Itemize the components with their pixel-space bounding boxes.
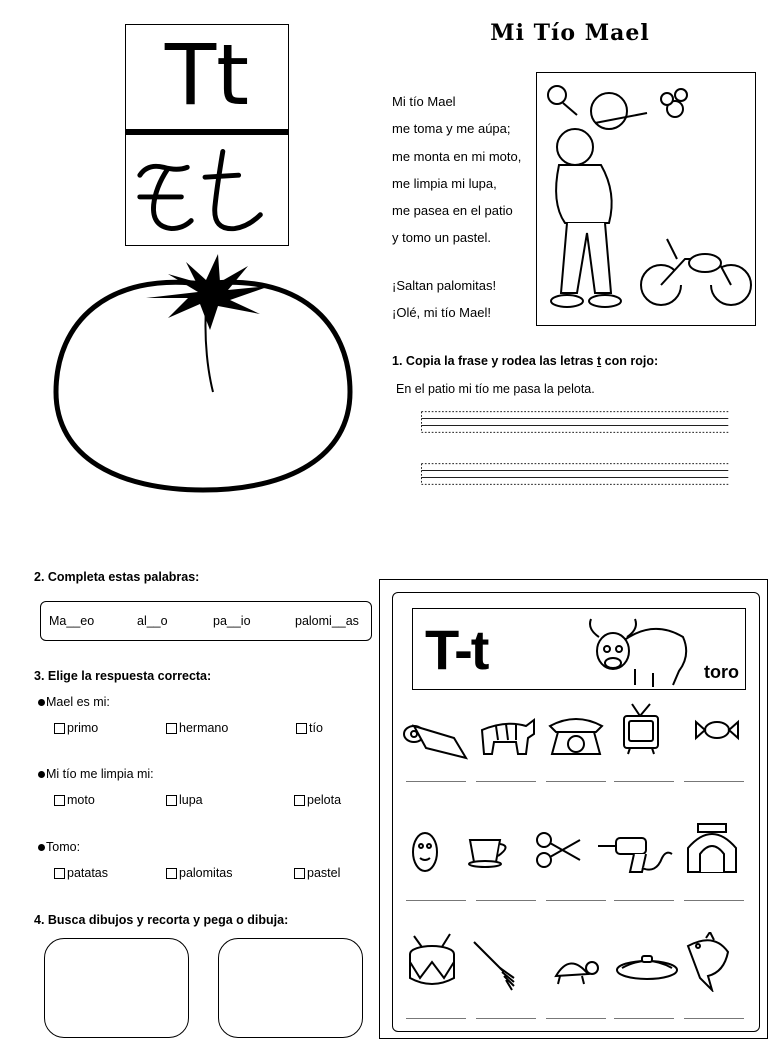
answer-line[interactable]: [684, 781, 744, 782]
banner-word: toro: [704, 662, 739, 682]
checkbox-icon[interactable]: [294, 795, 305, 806]
answer-line[interactable]: [406, 900, 466, 901]
option-checkbox[interactable]: palomitas: [166, 866, 233, 880]
answer-line[interactable]: [406, 781, 466, 782]
option-checkbox[interactable]: lupa: [166, 793, 203, 807]
tiger-icon: [476, 712, 538, 758]
checkbox-icon[interactable]: [294, 868, 305, 879]
poem-line: me toma y me aúpa;: [392, 121, 511, 137]
poem-title: Mi Tío Mael: [490, 20, 650, 46]
poem-line: Mi tío Mael: [392, 94, 456, 109]
word-to-complete[interactable]: Ma__eo: [49, 614, 95, 628]
answer-line[interactable]: [614, 900, 674, 901]
exercise-1-number: 1.: [392, 354, 403, 368]
writing-line[interactable]: [394, 410, 754, 434]
tunnel-icon: [684, 820, 740, 876]
question: Mael es mi:: [38, 695, 110, 709]
option-checkbox[interactable]: hermano: [166, 721, 228, 735]
checkbox-icon[interactable]: [54, 723, 65, 734]
exercise-1-sentence: En el patio mi tío me pasa la pelota.: [396, 382, 595, 396]
poem-line: me limpia mi lupa,: [392, 175, 497, 191]
answer-line[interactable]: [546, 1018, 606, 1019]
bullet-icon: [38, 844, 45, 851]
answer-line[interactable]: [476, 900, 536, 901]
checkbox-icon[interactable]: [166, 795, 177, 806]
letter-card: [125, 24, 289, 246]
letter-divider: [126, 129, 288, 135]
egg-icon: [410, 830, 440, 874]
banner-letters: T-t: [425, 618, 488, 681]
answer-line[interactable]: [406, 1018, 466, 1019]
candy-icon: [694, 718, 740, 742]
poem-line: ¡Olé, mi tío Mael!: [392, 305, 491, 321]
worksheet-banner: [412, 608, 746, 690]
answer-line[interactable]: [684, 1018, 744, 1019]
answer-line[interactable]: [476, 781, 536, 782]
drill-icon: [596, 828, 674, 878]
answer-line[interactable]: [684, 900, 744, 901]
answer-line[interactable]: [546, 781, 606, 782]
answer-line[interactable]: [614, 781, 674, 782]
question: Mi tío me limpia mi:: [38, 767, 154, 781]
television-icon: [620, 702, 662, 756]
tomato-icon: [48, 252, 358, 498]
word-to-complete[interactable]: al__o: [137, 614, 168, 628]
checkbox-icon[interactable]: [54, 868, 65, 879]
words-box: [40, 601, 372, 641]
option-checkbox[interactable]: tío: [296, 721, 323, 735]
letter-script-glyph: [126, 137, 288, 245]
poem-text: [392, 88, 542, 326]
word-to-complete[interactable]: pa__io: [213, 614, 251, 628]
checkbox-icon[interactable]: [54, 795, 65, 806]
exercise-3-heading: 3. Elige la respuesta correcta:: [34, 669, 212, 683]
paste-box[interactable]: [218, 938, 363, 1038]
option-checkbox[interactable]: moto: [54, 793, 95, 807]
option-checkbox[interactable]: pelota: [294, 793, 341, 807]
option-checkbox[interactable]: patatas: [54, 866, 108, 880]
bull-icon: [583, 611, 693, 689]
exercise-1-instruction: Copia la frase y rodea las letras: [405, 354, 597, 368]
lid-icon: [614, 950, 680, 982]
uncle-child-illustration: [536, 72, 756, 326]
writing-line[interactable]: [394, 462, 754, 486]
exercise-2-heading: 2. Completa estas palabras:: [34, 570, 200, 584]
checkbox-icon[interactable]: [166, 868, 177, 879]
telephone-icon: [546, 712, 606, 760]
checkbox-icon[interactable]: [296, 723, 307, 734]
answer-line[interactable]: [546, 900, 606, 901]
exercise-1-heading: [392, 354, 658, 368]
exercise-1-instruction-end: con rojo:: [601, 354, 659, 368]
cup-icon: [466, 836, 514, 868]
shark-icon: [684, 932, 734, 992]
word-to-complete[interactable]: palomi__as: [295, 614, 359, 628]
poem-line: me monta en mi moto,: [392, 148, 522, 164]
option-checkbox[interactable]: pastel: [294, 866, 340, 880]
uncle-carrying-child-icon: [537, 73, 755, 325]
answer-line[interactable]: [614, 1018, 674, 1019]
poem-line: ¡Saltan palomitas!: [392, 277, 497, 293]
exercise-1-letter: t: [597, 354, 602, 368]
fork-icon: [470, 938, 522, 992]
question: Tomo:: [38, 840, 80, 854]
turtle-icon: [550, 950, 600, 988]
option-checkbox[interactable]: primo: [54, 721, 98, 735]
paper-roll-icon: [402, 718, 468, 762]
checkbox-icon[interactable]: [166, 723, 177, 734]
scissors-icon: [534, 830, 582, 870]
poem-line: y tomo un pastel.: [392, 230, 491, 246]
letter-print: Tt: [164, 26, 250, 124]
drum-icon: [406, 932, 458, 990]
paste-box[interactable]: [44, 938, 189, 1038]
answer-line[interactable]: [476, 1018, 536, 1019]
bullet-icon: [38, 699, 45, 706]
poem-line: me pasea en el patio: [392, 203, 513, 219]
exercise-4-heading: 4. Busca dibujos y recorta y pega o dibuja:: [34, 913, 289, 927]
bullet-icon: [38, 771, 45, 778]
